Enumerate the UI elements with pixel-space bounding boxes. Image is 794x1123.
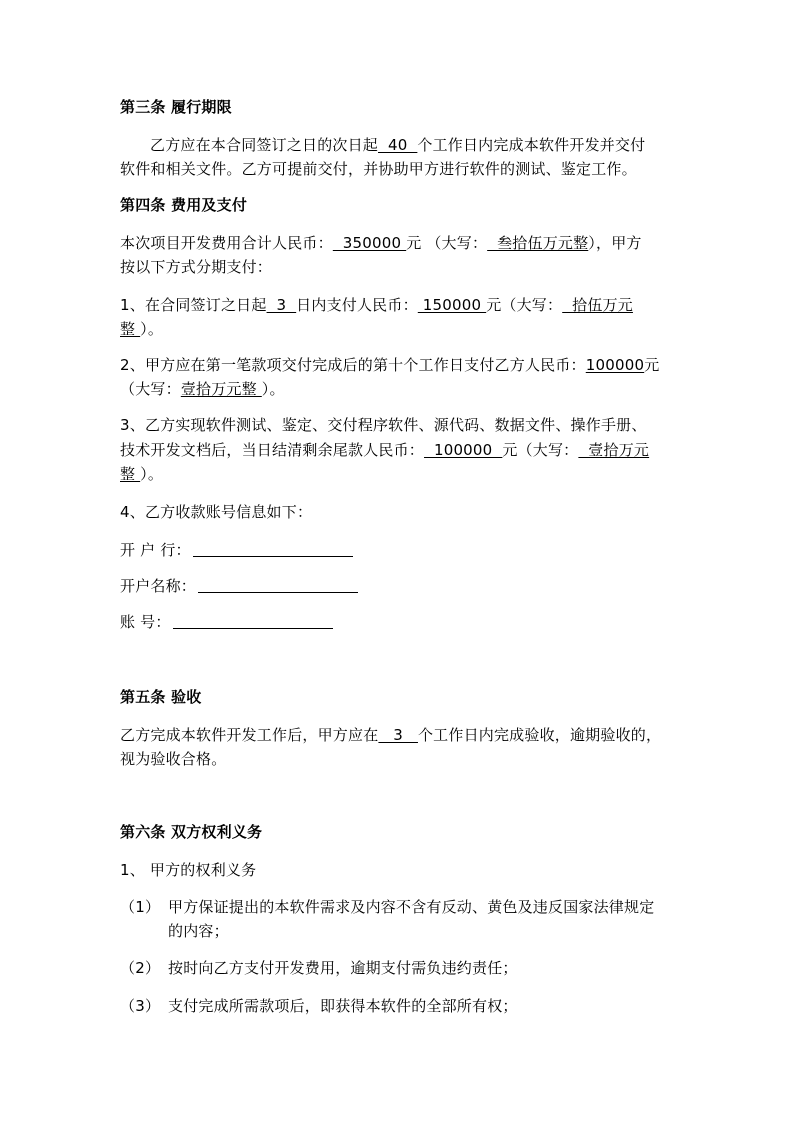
acceptance-days: 3 (378, 726, 418, 744)
installment-3-amount: 100000 (424, 441, 503, 459)
list-item-1-text-line1: 甲方保证提出的本软件需求及内容不含有反动、黄色及违反国家法律规定 (168, 898, 655, 916)
installment-2-words: 壹拾万元整 (180, 380, 262, 398)
account-number-blank (173, 614, 333, 629)
total-amount-words: 叁拾伍万元整 (487, 234, 589, 252)
installment-2-line2: （大写：壹拾万元整 ）。 (120, 380, 285, 398)
installment-1-line2: 整 ）。 (120, 320, 164, 338)
list-item-3-text: 支付完成所需款项后，即获得本软件的全部所有权； (168, 997, 518, 1015)
account-number-label: 账 号： (120, 613, 171, 631)
article-5-para-line1: 乙方完成本软件开发工作后，甲方应在 3 个工作日内完成验收，逾期验收的， (120, 726, 662, 744)
total-fee-line1: 本次项目开发费用合计人民币： 350000 元 （大写： 叁拾伍万元整），甲方 (120, 234, 642, 252)
party-a-rights-heading: 1、 甲方的权利义务 (120, 861, 257, 879)
bank-field (120, 541, 353, 559)
installment-3-words: 壹拾万元 (578, 441, 650, 459)
article-5-title: 第五条 验收 (120, 688, 202, 706)
account-info-heading: 4、乙方收款账号信息如下： (120, 503, 313, 521)
account-name-field (120, 577, 358, 595)
installment-3-line1: 3、乙方实现软件测试、鉴定、交付程序软件、源代码、数据文件、操作手册、 (120, 416, 647, 434)
article-3-para-line2: 软件和相关文件。乙方可提前交付，并协助甲方进行软件的测试、鉴定工作。 (120, 160, 637, 178)
total-fee-line2: 按以下方式分期支付： (120, 258, 273, 276)
article-6-title: 第六条 双方权利义务 (120, 823, 263, 841)
article-3-para-line1: 乙方应在本合同签订之日的次日起 40 个工作日内完成本软件开发并交付 (150, 136, 646, 154)
list-item-3-number: （3） (120, 997, 161, 1015)
installment-2-amount: 100000 (585, 356, 645, 374)
installment-1-words: 拾伍万元 (562, 296, 633, 314)
installment-3-line2: 技术开发文档后，当日结清剩余尾款人民币： 100000 元（大写： 壹拾万元 (120, 441, 650, 459)
installment-3-line3: 整 ）。 (120, 465, 164, 483)
article-3-title: 第三条 履行期限 (120, 98, 232, 116)
article-4-title: 第四条 费用及支付 (120, 196, 248, 214)
total-amount: 350000 (332, 234, 407, 252)
account-name-blank (198, 578, 358, 593)
account-name-label: 开户名称： (120, 577, 197, 595)
article-5-para-line2: 视为验收合格。 (120, 750, 227, 768)
list-item-1-number: （1） (120, 898, 161, 916)
installment-1-line1: 1、在合同签订之日起 3 日内支付人民币： 150000 元（大写： 拾伍万元 (120, 296, 633, 314)
bank-label: 开 户 行： (120, 541, 191, 559)
installment-2-line1: 2、甲方应在第一笔款项交付完成后的第十个工作日支付乙方人民币：100000元 (120, 356, 660, 374)
list-item-2-number: （2） (120, 959, 161, 977)
installment-1-amount: 150000 (417, 296, 487, 314)
list-item-1-text-line2: 的内容； (168, 922, 229, 940)
bank-blank (193, 542, 353, 557)
account-number-field (120, 613, 333, 631)
installment-1-days: 3 (266, 296, 297, 314)
list-item-2-text: 按时向乙方支付开发费用，逾期支付需负违约责任； (168, 959, 518, 977)
delivery-days: 40 (378, 136, 418, 154)
